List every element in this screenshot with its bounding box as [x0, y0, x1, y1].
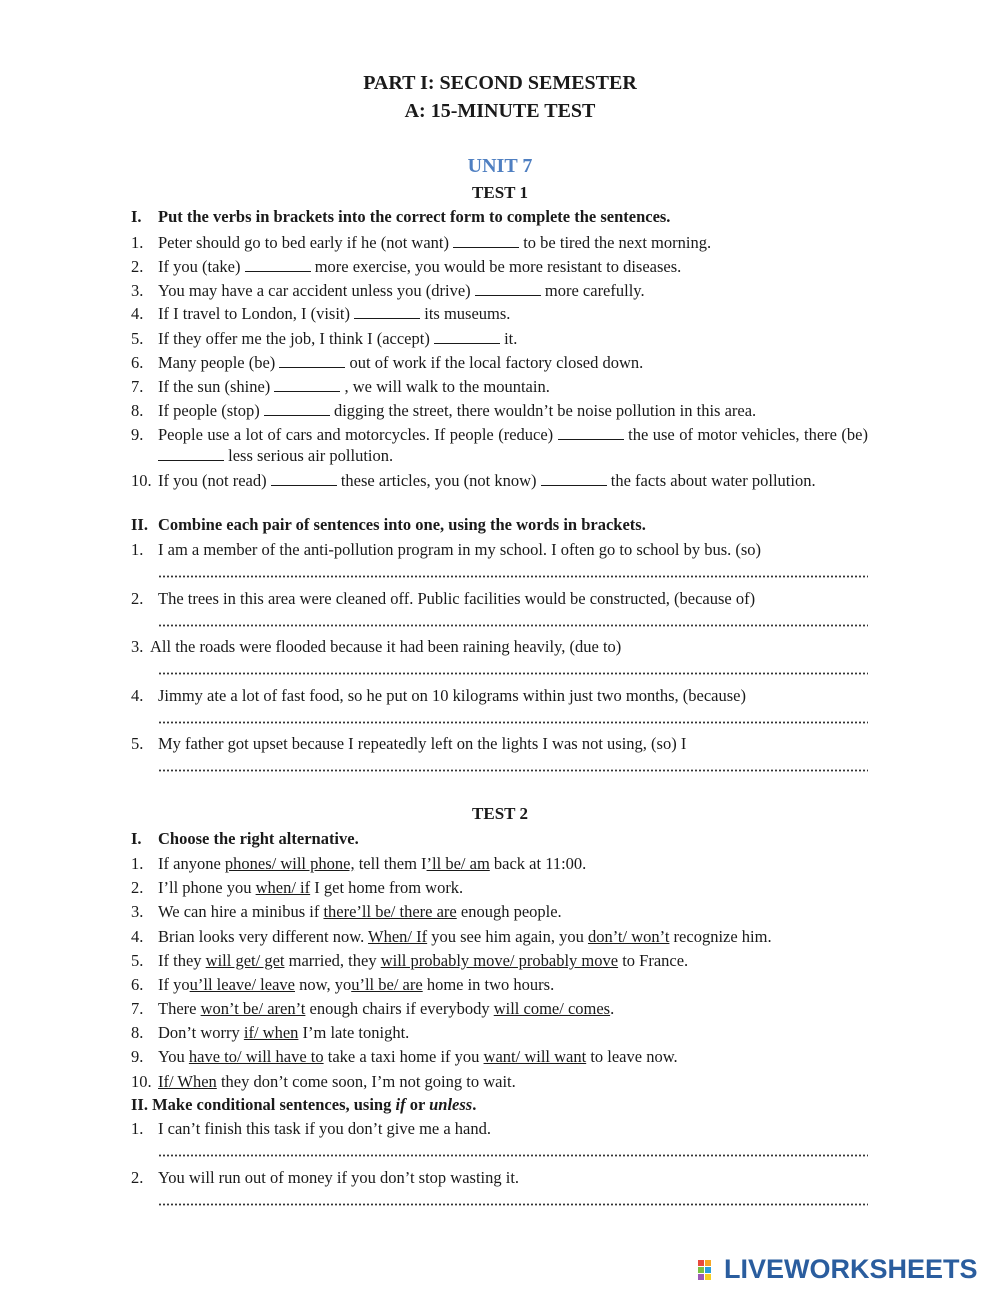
- text-segment: If they offer me the job, I think I (accept): [158, 329, 434, 348]
- choice-option[interactable]: u’ll leave/ leave: [189, 975, 295, 994]
- answer-blank[interactable]: [453, 233, 519, 248]
- item-text: [158, 1022, 868, 1043]
- answer-blank[interactable]: [271, 471, 337, 486]
- item-number: 2.: [131, 257, 144, 276]
- choice-option[interactable]: won’t be/ aren’t: [200, 999, 306, 1018]
- text-segment: If anyone: [158, 854, 225, 873]
- text-segment: Many people (be): [158, 353, 280, 372]
- text-segment: to be tired the next morning.: [519, 233, 712, 252]
- choice-option[interactable]: there’ll be/ there are: [323, 902, 457, 921]
- item-text: I am a member of the anti-pollution program in my school. I often go to school by bus. (so): [158, 540, 762, 559]
- logo-blocks-icon: [698, 1256, 726, 1282]
- text-segment: If people (stop): [158, 401, 264, 420]
- item-text: [158, 1046, 868, 1067]
- item-number: 10.: [131, 471, 152, 490]
- item-text: I can’t finish this task if you don’t give me a hand.: [158, 1119, 491, 1138]
- text-segment: If I travel to London, I (visit): [158, 304, 355, 323]
- answer-dotted-line[interactable]: [158, 769, 868, 772]
- text-segment: digging the street, there wouldn’t be noise pollution in this area.: [329, 401, 757, 420]
- item-text: [158, 877, 868, 898]
- item-number: 8.: [131, 401, 144, 420]
- section-number: I.: [131, 207, 142, 226]
- text-segment: the use of motor vehicles, there (be): [623, 425, 868, 444]
- item-number: 6.: [131, 353, 144, 372]
- liveworksheets-logo: [698, 1254, 992, 1284]
- text-segment: back at 11:00.: [489, 854, 587, 873]
- item-text: [158, 256, 868, 277]
- item-number: 7.: [131, 377, 144, 396]
- answer-blank[interactable]: [354, 304, 420, 319]
- item-text: [158, 1071, 868, 1092]
- choice-option[interactable]: When/ If: [368, 927, 428, 946]
- item-number: 10.: [131, 1072, 152, 1091]
- section-instruction: Choose the right alternative.: [158, 829, 359, 848]
- item-number: 4.: [131, 927, 144, 946]
- answer-blank[interactable]: [158, 446, 224, 461]
- test1-title: TEST 1: [472, 183, 528, 202]
- text-segment: more carefully.: [540, 281, 645, 300]
- text-segment: they don’t come soon, I’m not going to wait.: [216, 1072, 516, 1091]
- answer-dotted-line[interactable]: [158, 1154, 868, 1157]
- item-text: [158, 998, 868, 1019]
- choice-option[interactable]: want/ will want: [483, 1047, 587, 1066]
- choice-option[interactable]: u’ll be/ are: [351, 975, 423, 994]
- text-segment: its museums.: [420, 304, 511, 323]
- item-number: 2.: [131, 878, 144, 897]
- choice-option[interactable]: ’ll be/ am: [426, 854, 490, 873]
- item-number: 3.: [131, 902, 144, 921]
- text-segment: you see him again, you: [427, 927, 588, 946]
- item-number: 2.: [131, 589, 144, 608]
- item-number: 4.: [131, 686, 144, 705]
- item-number: 1.: [131, 854, 144, 873]
- item-text: [158, 352, 868, 373]
- text-segment: married, they: [284, 951, 381, 970]
- text-segment: more exercise, you would be more resistant to diseases.: [310, 257, 682, 276]
- text-segment: to leave now.: [586, 1047, 678, 1066]
- choice-option[interactable]: will get/ get: [205, 951, 285, 970]
- item-number: 3.: [131, 637, 144, 656]
- choice-option[interactable]: phones/ will phone,: [224, 854, 355, 873]
- item-text: [158, 303, 868, 324]
- item-text: [158, 280, 868, 301]
- item-text: [158, 424, 868, 466]
- instruction-suffix: .: [472, 1095, 477, 1114]
- item-text: [158, 376, 868, 397]
- text-segment: You: [158, 1047, 189, 1066]
- answer-blank[interactable]: [245, 257, 311, 272]
- item-number: 9.: [131, 425, 144, 444]
- answer-dotted-line[interactable]: [158, 721, 868, 724]
- text-segment: Don’t worry: [158, 1023, 244, 1042]
- item-text: The trees in this area were cleaned off. Public facilities would be constructed, (because of): [158, 589, 756, 608]
- text-segment: .: [610, 999, 615, 1018]
- item-number: 1.: [131, 233, 144, 252]
- part-heading: PART I: SECOND SEMESTER: [363, 72, 637, 94]
- item-text: [158, 400, 868, 421]
- item-number: 4.: [131, 304, 144, 323]
- item-text: [158, 232, 868, 253]
- item-number: 9.: [131, 1047, 144, 1066]
- item-text: [158, 974, 868, 995]
- section-instruction: Put the verbs in brackets into the correct form to complete the sentences.: [158, 207, 671, 226]
- answer-blank[interactable]: [264, 401, 330, 416]
- choice-option[interactable]: when/ if: [255, 878, 311, 897]
- item-text: [158, 470, 868, 491]
- text-segment: If they: [158, 951, 206, 970]
- item-text: My father got upset because I repeatedly left on the lights I was not using, (so) I: [158, 734, 687, 753]
- text-segment: I’m late tonight.: [298, 1023, 410, 1042]
- item-number: 2.: [131, 1168, 144, 1187]
- answer-blank[interactable]: [475, 281, 541, 296]
- item-text: You will run out of money if you don’t stop wasting it.: [158, 1168, 520, 1187]
- text-segment: You may have a car accident unless you (drive): [158, 281, 475, 300]
- text-segment: out of work if the local factory closed down.: [345, 353, 644, 372]
- unit-heading: UNIT 7: [467, 155, 533, 177]
- text-segment: Brian looks very different now.: [158, 927, 369, 946]
- item-text: All the roads were flooded because it had been raining heavily, (due to): [150, 637, 622, 656]
- section-number: II.: [131, 515, 148, 534]
- item-number: 3.: [131, 281, 144, 300]
- text-segment: If yo: [158, 975, 190, 994]
- choice-option[interactable]: If/ When: [158, 1072, 217, 1091]
- choice-option[interactable]: if/ when: [243, 1023, 299, 1042]
- keyword-or: or: [405, 1095, 430, 1114]
- answer-dotted-line[interactable]: [158, 624, 868, 627]
- answer-blank[interactable]: [274, 377, 340, 392]
- text-segment: enough chairs if everybody: [305, 999, 494, 1018]
- item-number: 5.: [131, 329, 144, 348]
- answer-dotted-line[interactable]: [158, 672, 868, 675]
- choice-option[interactable]: will come/ comes: [493, 999, 611, 1018]
- item-text: [158, 328, 868, 349]
- answer-blank[interactable]: [558, 425, 624, 440]
- item-number: 1.: [131, 1119, 144, 1138]
- text-segment: If you (take): [158, 257, 245, 276]
- text-segment: recognize him.: [669, 927, 772, 946]
- text-segment: Peter should go to bed early if he (not want): [158, 233, 454, 252]
- test-type-heading: A: 15-MINUTE TEST: [404, 100, 596, 122]
- text-segment: to France.: [618, 951, 689, 970]
- answer-dotted-line[interactable]: [158, 1203, 868, 1206]
- item-text: [158, 950, 868, 971]
- text-segment: People use a lot of cars and motorcycles. If people (reduce): [158, 425, 558, 444]
- text-segment: I’ll phone you: [158, 878, 256, 897]
- item-text: [158, 853, 868, 874]
- answer-blank[interactable]: [541, 471, 607, 486]
- text-segment: home in two hours.: [422, 975, 555, 994]
- text-segment: We can hire a minibus if: [158, 902, 324, 921]
- keyword-if: if: [395, 1095, 406, 1114]
- text-segment: the facts about water pollution.: [606, 471, 816, 490]
- answer-blank[interactable]: [279, 353, 345, 368]
- item-number: 6.: [131, 975, 144, 994]
- item-number: 7.: [131, 999, 144, 1018]
- choice-option[interactable]: have to/ will have to: [188, 1047, 324, 1066]
- item-number: 5.: [131, 951, 144, 970]
- item-text: [158, 901, 868, 922]
- text-segment: these articles, you (not know): [336, 471, 541, 490]
- section-instruction-prefix: II. Make conditional sentences, using: [131, 1095, 396, 1114]
- test2-title: TEST 2: [472, 804, 528, 823]
- item-number: 1.: [131, 540, 144, 559]
- section-instruction: Combine each pair of sentences into one, using the words in brackets.: [158, 515, 646, 534]
- item-number: 8.: [131, 1023, 144, 1042]
- text-segment: less serious air pollution.: [224, 446, 394, 465]
- text-segment: , we will walk to the mountain.: [340, 377, 550, 396]
- keyword-unless: unless: [429, 1095, 473, 1114]
- choice-option[interactable]: don’t/ won’t: [587, 927, 670, 946]
- text-segment: now, yo: [294, 975, 352, 994]
- text-segment: There: [158, 999, 201, 1018]
- item-text: [158, 926, 868, 947]
- text-segment: take a taxi home if you: [323, 1047, 484, 1066]
- text-segment: If you (not read): [158, 471, 271, 490]
- answer-dotted-line[interactable]: [158, 575, 868, 578]
- text-segment: tell them I: [354, 854, 427, 873]
- text-segment: it.: [499, 329, 518, 348]
- section-number: I.: [131, 829, 142, 848]
- item-number: 5.: [131, 734, 144, 753]
- logo-text: LIVEWORKSHEETS: [724, 1254, 978, 1284]
- text-segment: If the sun (shine): [158, 377, 275, 396]
- test2-section2-heading: [131, 1095, 476, 1115]
- choice-option[interactable]: will probably move/ probably move: [380, 951, 619, 970]
- answer-blank[interactable]: [434, 329, 500, 344]
- item-text: Jimmy ate a lot of fast food, so he put on 10 kilograms within just two months, (because): [158, 686, 746, 705]
- text-segment: I get home from work.: [310, 878, 464, 897]
- text-segment: enough people.: [456, 902, 562, 921]
